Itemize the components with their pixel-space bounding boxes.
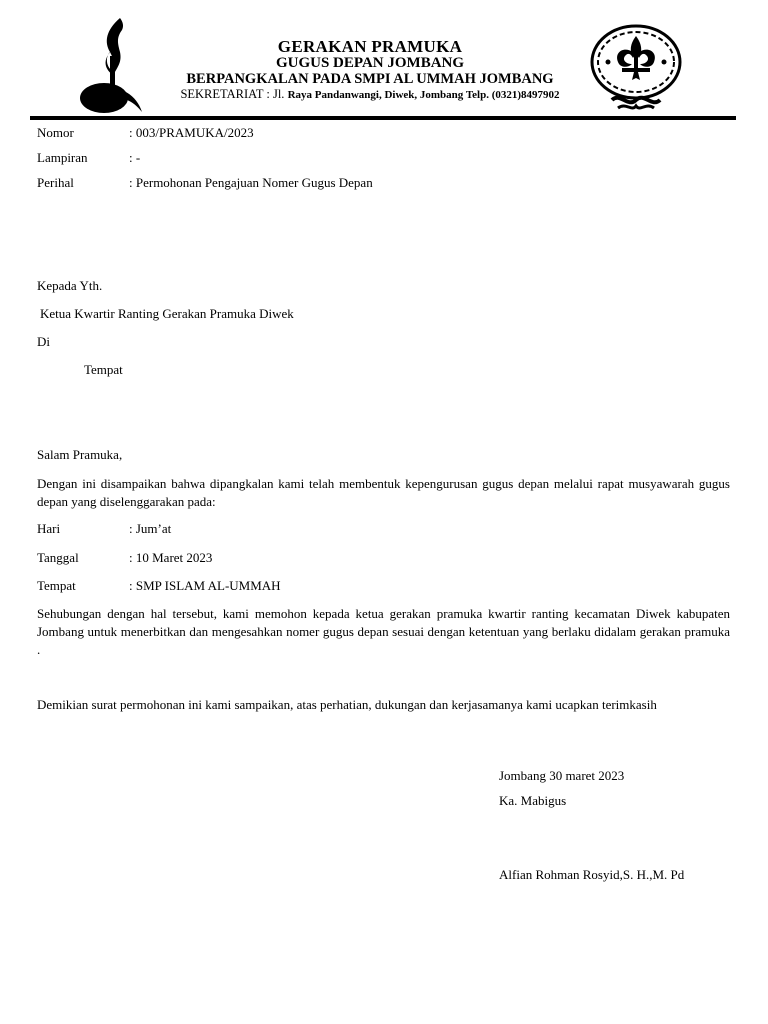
hari-label: Hari	[37, 521, 61, 536]
request-paragraph: Sehubungan dengan hal tersebut, kami memohon kepada ketua gerakan pramuka kwartir ranting kecamatan Diwek kabupaten Jombang untuk menerbitkan dan mengesahkan nomer gugus depan sesuai dengan ketentuan yang berlaku didalam gerakan pramuka .	[37, 606, 730, 657]
signature-name: Alfian Rohman Rosyid,S. H.,M. Pd	[499, 867, 685, 882]
nomor-value: : 003/PRAMUKA/2023	[129, 125, 254, 140]
lampiran-value: : -	[129, 150, 141, 165]
secretariat-line	[160, 87, 580, 103]
recipient-di: Di	[37, 334, 50, 349]
recipient-greeting: Kepada Yth.	[37, 278, 103, 293]
closing-paragraph: Demikian surat permohonan ini kami sampaikan, atas perhatian, dukungan dan kerjasamanya kami ucapkan terimkasih	[37, 697, 657, 712]
letterhead-divider	[30, 116, 736, 120]
org-name: GERAKAN PRAMUKA	[277, 37, 463, 56]
signature-place-date: Jombang 30 maret 2023	[499, 768, 625, 783]
perihal-label: Perihal	[37, 175, 74, 190]
base-name: BERPANGKALAN PADA SMPI AL UMMAH JOMBANG	[186, 71, 554, 87]
hari-value: : Jum’at	[129, 521, 172, 536]
intro-paragraph: Dengan ini disampaikan bahwa dipangkalan kami telah membentuk kepengurusan gugus depan melalui rapat musyawarah gugus depan yang diselenggarakan pada:	[37, 476, 730, 509]
tunas-kelapa-logo	[76, 16, 146, 116]
tanggal-value: : 10 Maret 2023	[129, 550, 213, 565]
wosm-emblem-logo	[588, 22, 684, 114]
perihal-value: : Permohonan Pengajuan Nomer Gugus Depan	[129, 175, 373, 190]
tempat-value: : SMP ISLAM AL-UMMAH	[129, 578, 281, 593]
unit-name: GUGUS DEPAN JOMBANG	[275, 55, 465, 71]
recipient-name: Ketua Kwartir Ranting Gerakan Pramuka Diwek	[40, 306, 294, 321]
signature-role: Ka. Mabigus	[499, 793, 567, 808]
secretariat-label: SEKRETARIAT : Jl.	[180, 87, 285, 101]
letterhead	[160, 38, 580, 103]
nomor-label: Nomor	[37, 125, 74, 140]
tempat-label: Tempat	[37, 578, 76, 593]
recipient-place: Tempat	[84, 362, 123, 377]
lampiran-label: Lampiran	[37, 150, 88, 165]
tanggal-label: Tanggal	[37, 550, 79, 565]
salutation: Salam Pramuka,	[37, 447, 123, 462]
secretariat-address: Raya Pandanwangi, Diwek, Jombang Telp. (0321)8497902	[287, 89, 560, 101]
